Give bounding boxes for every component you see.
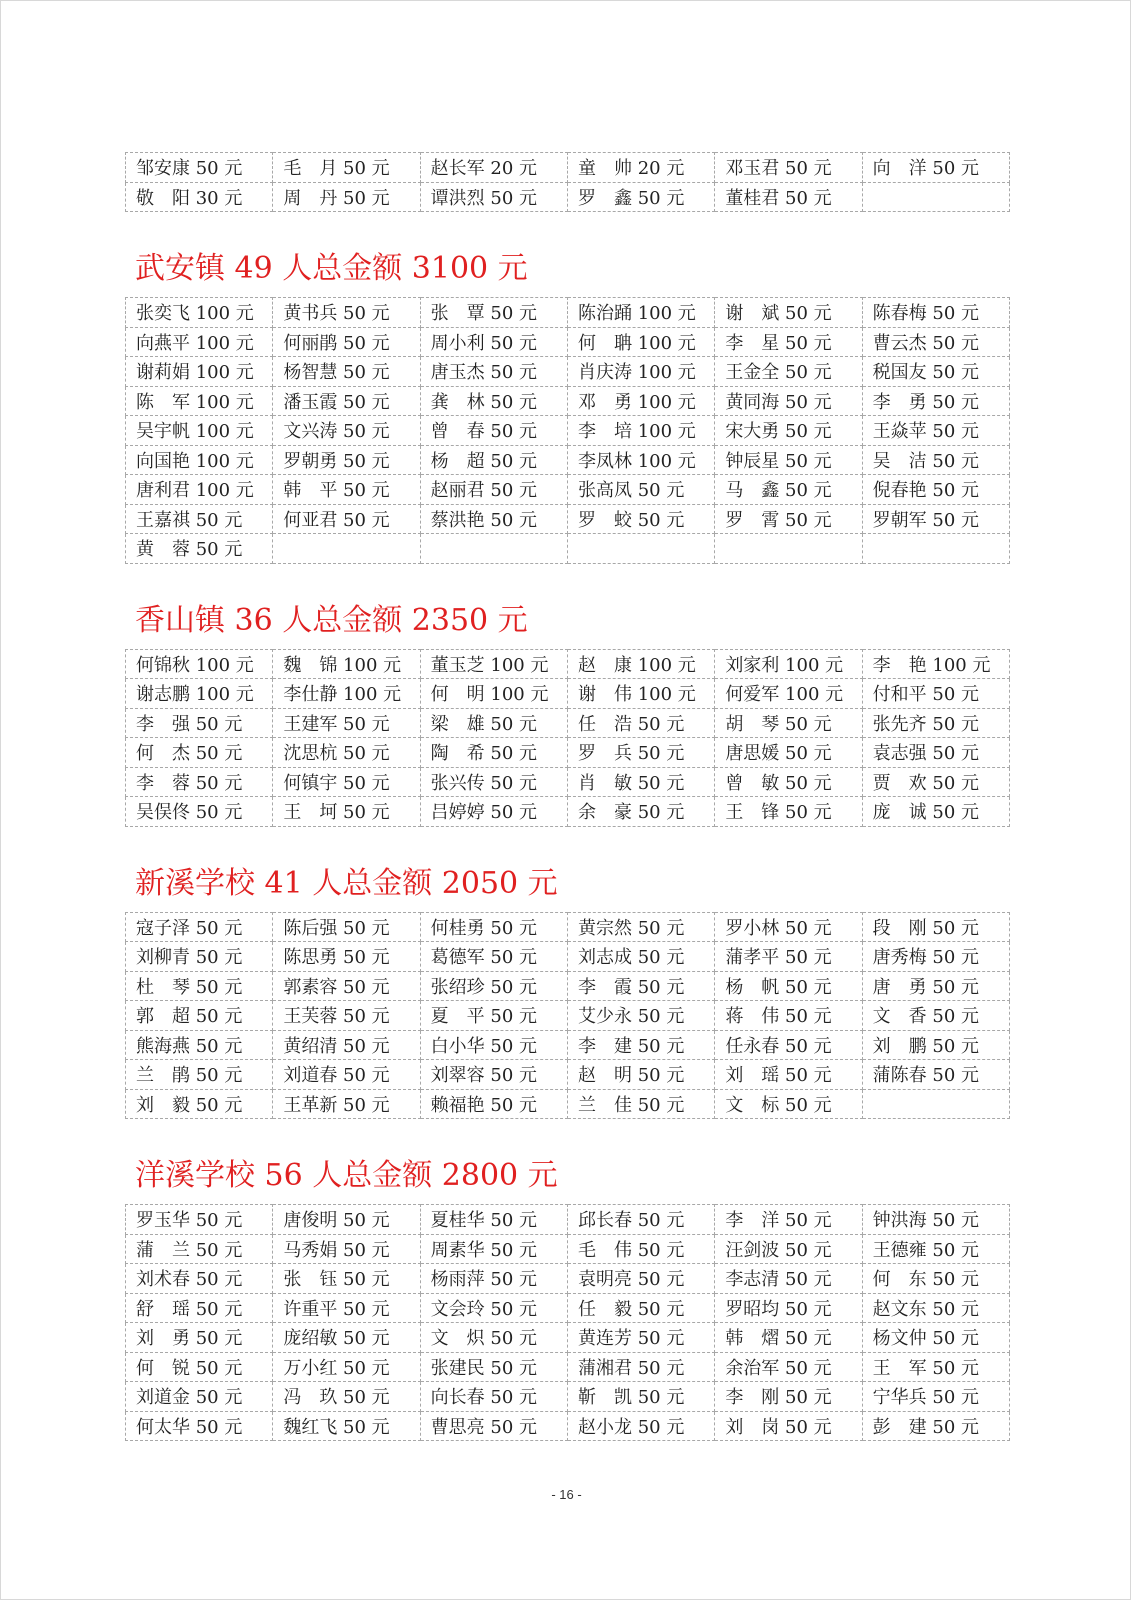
donor-cell: 蔡洪艳 50 元 bbox=[420, 504, 567, 534]
donor-cell: 邓 勇 100 元 bbox=[567, 386, 714, 416]
donor-cell: 沈思杭 50 元 bbox=[273, 738, 420, 768]
donor-cell: 刘 岗 50 元 bbox=[715, 1411, 862, 1441]
donor-cell: 任 毅 50 元 bbox=[567, 1293, 714, 1323]
donor-cell: 熊海燕 50 元 bbox=[126, 1030, 273, 1060]
donor-cell: 刘术春 50 元 bbox=[126, 1264, 273, 1294]
donor-cell: 杨雨萍 50 元 bbox=[420, 1264, 567, 1294]
donor-cell: 舒 瑶 50 元 bbox=[126, 1293, 273, 1323]
donor-cell: 张高凤 50 元 bbox=[567, 475, 714, 505]
table-row bbox=[126, 797, 1010, 827]
donor-cell: 郭素容 50 元 bbox=[273, 971, 420, 1001]
donor-cell: 韩 平 50 元 bbox=[273, 475, 420, 505]
donor-cell: 何镇宇 50 元 bbox=[273, 767, 420, 797]
donor-cell: 唐玉杰 50 元 bbox=[420, 357, 567, 387]
donor-cell: 刘 瑶 50 元 bbox=[715, 1060, 862, 1090]
donation-section bbox=[125, 1119, 1010, 1441]
donor-cell: 文 标 50 元 bbox=[715, 1089, 862, 1119]
donor-cell: 王焱苹 50 元 bbox=[862, 416, 1009, 446]
donor-cell: 李 刚 50 元 bbox=[715, 1382, 862, 1412]
donor-cell: 赵长军 20 元 bbox=[420, 153, 567, 183]
donor-cell: 赖福艳 50 元 bbox=[420, 1089, 567, 1119]
donor-cell: 刘柳青 50 元 bbox=[126, 942, 273, 972]
donor-cell: 何 杰 50 元 bbox=[126, 738, 273, 768]
donor-cell bbox=[715, 534, 862, 564]
table-row bbox=[126, 357, 1010, 387]
donor-cell: 任 浩 50 元 bbox=[567, 708, 714, 738]
donor-cell: 罗 鑫 50 元 bbox=[567, 182, 714, 212]
donor-cell: 赵小龙 50 元 bbox=[567, 1411, 714, 1441]
donor-cell: 陶 希 50 元 bbox=[420, 738, 567, 768]
donor-cell: 夏桂华 50 元 bbox=[420, 1205, 567, 1235]
donor-cell: 刘翠容 50 元 bbox=[420, 1060, 567, 1090]
donor-cell: 钟洪海 50 元 bbox=[862, 1205, 1009, 1235]
donor-cell: 邹安康 50 元 bbox=[126, 153, 273, 183]
donor-cell: 周 丹 50 元 bbox=[273, 182, 420, 212]
donation-section bbox=[125, 212, 1010, 564]
donor-cell: 谢 伟 100 元 bbox=[567, 679, 714, 709]
donor-cell: 寇子泽 50 元 bbox=[126, 912, 273, 942]
donor-cell: 段 刚 50 元 bbox=[862, 912, 1009, 942]
donor-cell: 靳 凯 50 元 bbox=[567, 1382, 714, 1412]
donor-cell: 宁华兵 50 元 bbox=[862, 1382, 1009, 1412]
table-row bbox=[126, 1234, 1010, 1264]
donor-cell: 周素华 50 元 bbox=[420, 1234, 567, 1264]
donor-cell: 何桂勇 50 元 bbox=[420, 912, 567, 942]
donor-cell: 潘玉霞 50 元 bbox=[273, 386, 420, 416]
table-row bbox=[126, 416, 1010, 446]
donor-cell: 黄同海 50 元 bbox=[715, 386, 862, 416]
donor-cell: 李 建 50 元 bbox=[567, 1030, 714, 1060]
donor-cell: 向 洋 50 元 bbox=[862, 153, 1009, 183]
donor-table bbox=[125, 152, 1010, 212]
donor-cell: 董玉芝 100 元 bbox=[420, 649, 567, 679]
donation-section bbox=[125, 564, 1010, 827]
table-row bbox=[126, 1060, 1010, 1090]
donor-cell: 魏红飞 50 元 bbox=[273, 1411, 420, 1441]
donor-table bbox=[125, 649, 1010, 827]
donor-cell: 钟辰星 50 元 bbox=[715, 445, 862, 475]
donor-cell: 李 艳 100 元 bbox=[862, 649, 1009, 679]
donor-cell: 梁 雄 50 元 bbox=[420, 708, 567, 738]
donor-cell: 李 勇 50 元 bbox=[862, 386, 1009, 416]
donor-cell: 艾少永 50 元 bbox=[567, 1001, 714, 1031]
table-row bbox=[126, 767, 1010, 797]
donor-cell: 赵文东 50 元 bbox=[862, 1293, 1009, 1323]
donor-cell: 马 鑫 50 元 bbox=[715, 475, 862, 505]
donor-cell: 张 钰 50 元 bbox=[273, 1264, 420, 1294]
donor-cell: 王嘉祺 50 元 bbox=[126, 504, 273, 534]
donor-cell: 张奕飞 100 元 bbox=[126, 298, 273, 328]
donor-cell: 罗小林 50 元 bbox=[715, 912, 862, 942]
donor-cell: 付和平 50 元 bbox=[862, 679, 1009, 709]
donor-cell: 赵 明 50 元 bbox=[567, 1060, 714, 1090]
donor-cell: 童 帅 20 元 bbox=[567, 153, 714, 183]
section-title: 武安镇 49 人总金额 3100 元 bbox=[135, 251, 528, 286]
donor-cell: 吴宇帆 100 元 bbox=[126, 416, 273, 446]
donor-cell: 文兴涛 50 元 bbox=[273, 416, 420, 446]
donor-cell: 毛 月 50 元 bbox=[273, 153, 420, 183]
donor-cell: 郭 超 50 元 bbox=[126, 1001, 273, 1031]
table-row bbox=[126, 1089, 1010, 1119]
donor-cell: 杨智慧 50 元 bbox=[273, 357, 420, 387]
donor-cell: 马秀娟 50 元 bbox=[273, 1234, 420, 1264]
table-row bbox=[126, 1264, 1010, 1294]
table-row bbox=[126, 1323, 1010, 1353]
donor-cell: 万小红 50 元 bbox=[273, 1352, 420, 1382]
table-row bbox=[126, 182, 1010, 212]
donor-cell: 白小华 50 元 bbox=[420, 1030, 567, 1060]
donor-cell: 夏 平 50 元 bbox=[420, 1001, 567, 1031]
table-row bbox=[126, 1030, 1010, 1060]
table-row bbox=[126, 327, 1010, 357]
donor-cell: 李 星 50 元 bbox=[715, 327, 862, 357]
donor-cell: 杨 超 50 元 bbox=[420, 445, 567, 475]
donor-cell: 蒲陈春 50 元 bbox=[862, 1060, 1009, 1090]
section-title: 香山镇 36 人总金额 2350 元 bbox=[135, 602, 528, 638]
donor-cell: 王芙蓉 50 元 bbox=[273, 1001, 420, 1031]
donor-cell: 蒲孝平 50 元 bbox=[715, 942, 862, 972]
donor-cell: 刘 毅 50 元 bbox=[126, 1089, 273, 1119]
page-number: - 16 - bbox=[551, 1487, 582, 1502]
donor-cell: 谢莉娟 100 元 bbox=[126, 357, 273, 387]
table-row bbox=[126, 475, 1010, 505]
table-row bbox=[126, 942, 1010, 972]
donor-cell: 刘 勇 50 元 bbox=[126, 1323, 273, 1353]
donor-cell: 罗朝军 50 元 bbox=[862, 504, 1009, 534]
donor-cell: 罗 蛟 50 元 bbox=[567, 504, 714, 534]
donor-cell: 蒲 兰 50 元 bbox=[126, 1234, 273, 1264]
donor-table bbox=[125, 912, 1010, 1120]
donor-table bbox=[125, 297, 1010, 564]
donor-cell: 赵 康 100 元 bbox=[567, 649, 714, 679]
table-row bbox=[126, 708, 1010, 738]
table-row bbox=[126, 679, 1010, 709]
donor-cell: 余治军 50 元 bbox=[715, 1352, 862, 1382]
donor-cell: 文会玲 50 元 bbox=[420, 1293, 567, 1323]
donor-cell: 黄 蓉 50 元 bbox=[126, 534, 273, 564]
donor-cell: 敬 阳 30 元 bbox=[126, 182, 273, 212]
donor-cell: 文 香 50 元 bbox=[862, 1001, 1009, 1031]
donor-cell: 陈春梅 50 元 bbox=[862, 298, 1009, 328]
donor-cell: 吴 洁 50 元 bbox=[862, 445, 1009, 475]
table-row bbox=[126, 386, 1010, 416]
donor-cell: 唐思媛 50 元 bbox=[715, 738, 862, 768]
donor-cell: 李志清 50 元 bbox=[715, 1264, 862, 1294]
donor-cell: 刘 鹏 50 元 bbox=[862, 1030, 1009, 1060]
donor-table bbox=[125, 1204, 1010, 1441]
table-row bbox=[126, 298, 1010, 328]
donor-cell: 蒋 伟 50 元 bbox=[715, 1001, 862, 1031]
donor-cell bbox=[567, 534, 714, 564]
donor-cell: 胡 琴 50 元 bbox=[715, 708, 862, 738]
donor-cell bbox=[862, 534, 1009, 564]
donor-cell: 龚 林 50 元 bbox=[420, 386, 567, 416]
donor-cell: 黄连芳 50 元 bbox=[567, 1323, 714, 1353]
donor-cell: 刘家利 100 元 bbox=[715, 649, 862, 679]
donor-cell: 袁志强 50 元 bbox=[862, 738, 1009, 768]
donor-cell: 葛德军 50 元 bbox=[420, 942, 567, 972]
donor-cell: 王 坷 50 元 bbox=[273, 797, 420, 827]
donor-cell: 王 锋 50 元 bbox=[715, 797, 862, 827]
donor-cell: 李仕静 100 元 bbox=[273, 679, 420, 709]
table-row bbox=[126, 153, 1010, 183]
donor-cell: 黄书兵 50 元 bbox=[273, 298, 420, 328]
donor-cell: 何 东 50 元 bbox=[862, 1264, 1009, 1294]
donor-cell: 刘志成 50 元 bbox=[567, 942, 714, 972]
donor-cell: 张兴传 50 元 bbox=[420, 767, 567, 797]
table-row bbox=[126, 1352, 1010, 1382]
donor-cell: 曾 敏 50 元 bbox=[715, 767, 862, 797]
donor-cell: 张先齐 50 元 bbox=[862, 708, 1009, 738]
donor-cell: 曹云杰 50 元 bbox=[862, 327, 1009, 357]
donor-cell: 魏 锦 100 元 bbox=[273, 649, 420, 679]
donor-cell: 陈思勇 50 元 bbox=[273, 942, 420, 972]
donor-cell: 谭洪烈 50 元 bbox=[420, 182, 567, 212]
donor-cell: 张 覃 50 元 bbox=[420, 298, 567, 328]
table-row bbox=[126, 912, 1010, 942]
donor-cell: 何锦秋 100 元 bbox=[126, 649, 273, 679]
donor-cell: 何 明 100 元 bbox=[420, 679, 567, 709]
table-row bbox=[126, 971, 1010, 1001]
donor-cell: 韩 熠 50 元 bbox=[715, 1323, 862, 1353]
donor-cell: 李凤林 100 元 bbox=[567, 445, 714, 475]
table-row bbox=[126, 504, 1010, 534]
donor-cell: 谢志鹏 100 元 bbox=[126, 679, 273, 709]
donor-cell: 杜 琴 50 元 bbox=[126, 971, 273, 1001]
donor-cell: 蒲湘君 50 元 bbox=[567, 1352, 714, 1382]
donor-cell: 袁明亮 50 元 bbox=[567, 1264, 714, 1294]
donation-section bbox=[125, 152, 1010, 212]
table-row bbox=[126, 1293, 1010, 1323]
donor-cell: 黄宗然 50 元 bbox=[567, 912, 714, 942]
donor-cell: 谢 斌 50 元 bbox=[715, 298, 862, 328]
donor-cell: 肖 敏 50 元 bbox=[567, 767, 714, 797]
donor-cell: 兰 佳 50 元 bbox=[567, 1089, 714, 1119]
donor-cell: 李 霞 50 元 bbox=[567, 971, 714, 1001]
donor-cell: 王 军 50 元 bbox=[862, 1352, 1009, 1382]
donor-cell: 兰 鹃 50 元 bbox=[126, 1060, 273, 1090]
table-row bbox=[126, 1205, 1010, 1235]
donor-cell: 陈治踊 100 元 bbox=[567, 298, 714, 328]
donor-cell: 冯 玖 50 元 bbox=[273, 1382, 420, 1412]
donor-cell: 邓玉君 50 元 bbox=[715, 153, 862, 183]
donor-cell: 李 培 100 元 bbox=[567, 416, 714, 446]
donor-cell: 罗昭均 50 元 bbox=[715, 1293, 862, 1323]
donor-cell: 杨 帆 50 元 bbox=[715, 971, 862, 1001]
donor-cell: 税国友 50 元 bbox=[862, 357, 1009, 387]
donor-cell: 罗 霄 50 元 bbox=[715, 504, 862, 534]
donor-cell: 庞 诚 50 元 bbox=[862, 797, 1009, 827]
donor-cell: 向国艳 100 元 bbox=[126, 445, 273, 475]
donor-cell: 吕婷婷 50 元 bbox=[420, 797, 567, 827]
donation-section bbox=[125, 827, 1010, 1120]
donor-cell: 吴俣佟 50 元 bbox=[126, 797, 273, 827]
donor-cell: 陈后强 50 元 bbox=[273, 912, 420, 942]
donor-cell: 唐俊明 50 元 bbox=[273, 1205, 420, 1235]
donor-cell: 何太华 50 元 bbox=[126, 1411, 273, 1441]
donor-cell: 任永春 50 元 bbox=[715, 1030, 862, 1060]
table-row bbox=[126, 534, 1010, 564]
donor-cell: 刘道金 50 元 bbox=[126, 1382, 273, 1412]
donor-cell: 向长春 50 元 bbox=[420, 1382, 567, 1412]
donor-cell: 赵丽君 50 元 bbox=[420, 475, 567, 505]
donor-cell: 曹思亮 50 元 bbox=[420, 1411, 567, 1441]
donor-cell: 周小利 50 元 bbox=[420, 327, 567, 357]
donor-cell: 何丽鹃 50 元 bbox=[273, 327, 420, 357]
donor-cell bbox=[862, 1089, 1009, 1119]
donor-cell: 倪春艳 50 元 bbox=[862, 475, 1009, 505]
table-row bbox=[126, 1382, 1010, 1412]
donor-cell: 刘道春 50 元 bbox=[273, 1060, 420, 1090]
donor-cell: 陈 军 100 元 bbox=[126, 386, 273, 416]
donor-cell: 王德雍 50 元 bbox=[862, 1234, 1009, 1264]
donor-cell: 王建军 50 元 bbox=[273, 708, 420, 738]
donor-cell: 庞绍敏 50 元 bbox=[273, 1323, 420, 1353]
donor-cell: 邱长春 50 元 bbox=[567, 1205, 714, 1235]
donor-cell: 董桂君 50 元 bbox=[715, 182, 862, 212]
donor-cell: 李 强 50 元 bbox=[126, 708, 273, 738]
donor-cell: 彭 建 50 元 bbox=[862, 1411, 1009, 1441]
donor-cell: 王金全 50 元 bbox=[715, 357, 862, 387]
donor-cell bbox=[420, 534, 567, 564]
donor-cell: 张绍珍 50 元 bbox=[420, 971, 567, 1001]
donor-cell: 曾 春 50 元 bbox=[420, 416, 567, 446]
donor-cell: 唐秀梅 50 元 bbox=[862, 942, 1009, 972]
table-row bbox=[126, 1001, 1010, 1031]
donor-cell: 何亚君 50 元 bbox=[273, 504, 420, 534]
donor-cell: 肖庆涛 100 元 bbox=[567, 357, 714, 387]
donor-cell bbox=[273, 534, 420, 564]
donor-cell: 许重平 50 元 bbox=[273, 1293, 420, 1323]
donor-cell: 文 炽 50 元 bbox=[420, 1323, 567, 1353]
table-row bbox=[126, 1411, 1010, 1441]
donor-cell: 向燕平 100 元 bbox=[126, 327, 273, 357]
donor-cell: 王革新 50 元 bbox=[273, 1089, 420, 1119]
donor-cell: 宋大勇 50 元 bbox=[715, 416, 862, 446]
donor-cell: 杨文仲 50 元 bbox=[862, 1323, 1009, 1353]
section-title: 洋溪学校 56 人总金额 2800 元 bbox=[135, 1158, 558, 1193]
donor-cell bbox=[862, 182, 1009, 212]
donor-cell: 罗 兵 50 元 bbox=[567, 738, 714, 768]
section-title: 新溪学校 41 人总金额 2050 元 bbox=[135, 865, 558, 901]
donor-cell: 何爱军 100 元 bbox=[715, 679, 862, 709]
donor-cell: 李 洋 50 元 bbox=[715, 1205, 862, 1235]
table-row bbox=[126, 738, 1010, 768]
table-row bbox=[126, 445, 1010, 475]
donor-cell: 何 锐 50 元 bbox=[126, 1352, 273, 1382]
donor-cell: 何 聃 100 元 bbox=[567, 327, 714, 357]
table-row bbox=[126, 649, 1010, 679]
donor-cell: 黄绍清 50 元 bbox=[273, 1030, 420, 1060]
donor-cell: 李 蓉 50 元 bbox=[126, 767, 273, 797]
donor-cell: 贾 欢 50 元 bbox=[862, 767, 1009, 797]
donor-cell: 唐 勇 50 元 bbox=[862, 971, 1009, 1001]
donor-cell: 汪剑波 50 元 bbox=[715, 1234, 862, 1264]
donation-list bbox=[125, 152, 1010, 1441]
donor-cell: 罗玉华 50 元 bbox=[126, 1205, 273, 1235]
donor-cell: 毛 伟 50 元 bbox=[567, 1234, 714, 1264]
donor-cell: 罗朝勇 50 元 bbox=[273, 445, 420, 475]
donor-cell: 唐利君 100 元 bbox=[126, 475, 273, 505]
donor-cell: 余 豪 50 元 bbox=[567, 797, 714, 827]
donor-cell: 张建民 50 元 bbox=[420, 1352, 567, 1382]
